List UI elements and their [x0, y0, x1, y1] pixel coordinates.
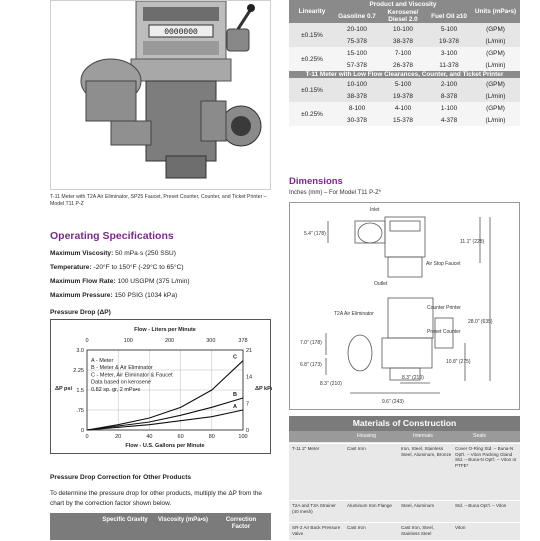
y2-tick-label: 21 [246, 348, 253, 354]
flow-range-table [289, 0, 520, 126]
table-cell: 4-100 [379, 102, 427, 114]
table-cell: (L/min) [471, 59, 520, 71]
table-cell: (GPM) [471, 47, 520, 59]
table-cell: (L/min) [471, 35, 520, 47]
dimension-drawing [289, 202, 520, 410]
y-axis-label: ΔP psi [55, 386, 72, 392]
x2-tick-label: 100 [123, 338, 133, 344]
header-units: Units (mPa•s) [471, 0, 520, 23]
legend-entry: A - Meter [91, 358, 114, 364]
header-fuel-oil: Fuel Oil ≥10 [427, 9, 471, 23]
table-cell: 4-378 [427, 114, 471, 126]
x-tick-label: 100 [238, 434, 248, 440]
label-inlet: Inlet [370, 207, 380, 213]
table-cell: 38-378 [379, 35, 427, 47]
table-cell: 8-378 [427, 90, 471, 102]
x2-tick-label: 300 [206, 338, 216, 344]
x-tick-label: 20 [115, 434, 122, 440]
legend-entry: 0.82 sp. gr, 2 mPa•s [91, 386, 141, 393]
materials-row [289, 522, 520, 541]
material-seals: Std. – Buna Opt'l. – Viton [455, 503, 507, 508]
header-internals: Internals [413, 433, 433, 439]
table-cell: 75-378 [335, 35, 379, 47]
header-seals: Seals [473, 433, 486, 439]
meter-illustration [51, 1, 271, 190]
material-internals: Steel, Aluminum [401, 503, 435, 508]
material-name: T-11 2" Meter [292, 446, 320, 451]
pressure-correction-text: To determine the pressure drop for other products, multiply the ΔP from the chart by the correction factor shown below. [50, 490, 262, 507]
dimensions-title: Dimensions [289, 176, 343, 187]
table-cell: ±0.25% [289, 47, 335, 71]
table-cell: 11-378 [427, 59, 471, 71]
material-seals: Viton [455, 525, 466, 530]
table-cell: 5-100 [379, 78, 427, 90]
material-seals: Cover O-Ring Std. – Buna-N Opt'l. – Viton Packing Gland Std. – Buna-N Opt'l. – Viton or PTFE* [455, 446, 517, 468]
label-preset-counter: Preset Counter [427, 329, 461, 335]
x-tick-label: 60 [177, 434, 184, 440]
table-cell: 20-100 [335, 23, 379, 35]
materials-title: Materials of Construction [289, 416, 520, 431]
pressure-drop-svg [51, 320, 272, 455]
label-air-stop-faucet: Air Stop Faucet [426, 261, 461, 267]
counter-digits: 0000000 [164, 28, 198, 37]
table-cell: 19-378 [427, 35, 471, 47]
operating-specs-title: Operating Specifications [50, 230, 174, 242]
y-tick-label: 2.25 [73, 368, 84, 374]
table-cell: (GPM) [471, 78, 520, 90]
material-housing: Cast Iron [347, 446, 366, 451]
x2-tick-label: 378 [238, 338, 248, 344]
pressure-drop-chart [50, 319, 271, 454]
header-product-viscosity: Product and Viscosity [335, 0, 471, 9]
dim-28-0: 28.0" (635) [468, 319, 493, 325]
spec-pressure: Maximum Pressure: 150 PSIG (1034 kPa) [50, 292, 178, 299]
x-axis-label: Flow - U.S. Gallons per Minute [125, 443, 205, 449]
x2-tick-label: 200 [164, 338, 175, 344]
curve-label-C: C [233, 354, 237, 361]
materials-table [289, 416, 520, 540]
correction-table-header [50, 513, 271, 540]
material-name: T2A and T3A Strainer (40 mesh) [292, 503, 336, 514]
y2-axis-label: ΔP kPa [255, 386, 272, 392]
legend-entry: B - Meter & Air Eliminator [91, 365, 153, 372]
y2-tick-label: 0 [246, 428, 250, 434]
pressure-correction-title: Pressure Drop Correction for Other Products [50, 474, 192, 481]
table-cell: (GPM) [471, 23, 520, 35]
dim-10-8: 10.8" (275) [446, 359, 471, 365]
material-housing: Cast Iron [347, 525, 366, 530]
dim-8-3: 8.3" (210) [402, 375, 424, 381]
chart-title: Flow - Liters per Minute [134, 327, 196, 333]
table-cell: 10-100 [335, 78, 379, 90]
header-specific-gravity: Specific Gravity [102, 517, 148, 523]
y-tick-label: 3.0 [76, 348, 84, 354]
header-gasoline: Gasoline 0.7 [335, 9, 379, 23]
x2-tick-label: 0 [85, 338, 89, 344]
materials-row [289, 443, 520, 501]
table-cell: 8-100 [335, 102, 379, 114]
table-cell: 3-100 [427, 47, 471, 59]
table-cell: 5-100 [427, 23, 471, 35]
y2-tick-label: 14 [246, 374, 253, 381]
table-cell: 19-378 [379, 90, 427, 102]
dim-7-0: 7.0" (178) [300, 340, 322, 346]
header-housing: Housing [357, 433, 377, 439]
y-tick-label: 1.5 [76, 388, 84, 394]
photo-caption: T-11 Meter with T2A Air Eliminator, SP25 Faucet, Preset Counter, Counter, and Ticket Printer – Model T11 P-Z [50, 194, 267, 207]
material-internals: Cast Iron, Steel, Stainless Steel [401, 525, 434, 536]
table-cell: 10-100 [379, 23, 427, 35]
x-tick-label: 0 [85, 434, 89, 440]
table-cell: 15-100 [335, 47, 379, 59]
low-flow-header: T-11 Meter with Low Flow Clearances, Counter, and Ticket Printer [289, 71, 520, 78]
dim-8-3b: 8.3" (210) [320, 381, 342, 387]
spec-temperature: Temperature: -20°F to 150°F (-29°C to 65°C) [50, 264, 184, 271]
y-tick-label: .75 [76, 408, 84, 414]
table-cell: ±0.15% [289, 23, 335, 47]
table-cell: ±0.25% [289, 102, 335, 126]
table-cell: ±0.15% [289, 78, 335, 102]
header-correction-factor: Correction Factor [225, 517, 257, 530]
header-kerosene: Kerosene/ Diesel 2.0 [379, 9, 427, 23]
table-cell: (L/min) [471, 90, 520, 102]
material-name: SR-2 Air Back Pressure Valve [292, 525, 341, 536]
y-tick-label: 0 [80, 428, 84, 434]
label-counter-printer: Counter Printer [427, 305, 461, 311]
dimensions-subtitle: Inches (mm) – For Model T11 P-Z* [289, 190, 382, 196]
x-tick-label: 80 [208, 434, 215, 440]
y2-tick-label: 7 [246, 401, 250, 408]
table-cell: 26-378 [379, 59, 427, 71]
legend-entry: Data based on kerosene [91, 379, 151, 386]
dim-6-8: 6.8" (173) [300, 362, 322, 368]
curve-label-B: B [233, 392, 237, 398]
header-linearity: Linearity [289, 0, 335, 23]
curve-label-A: A [233, 404, 237, 410]
materials-row [289, 500, 520, 523]
table-cell: 1-100 [427, 102, 471, 114]
legend-entry: C - Meter, Air Eliminator & Faucet [91, 372, 173, 379]
table-cell: 38-378 [335, 90, 379, 102]
meter-photo [50, 0, 271, 190]
table-cell: 7-100 [379, 47, 427, 59]
table-cell: 2-100 [427, 78, 471, 90]
table-cell: 30-378 [335, 114, 379, 126]
material-housing: Aluminum Iron Flange [347, 503, 392, 508]
x-tick-label: 40 [146, 434, 153, 440]
dim-9-6: 9.6" (243) [382, 399, 404, 405]
header-viscosity: Viscosity (mPa•s) [158, 517, 209, 523]
label-t2a: T2A Air Eliminator [334, 311, 374, 317]
table-cell: (GPM) [471, 102, 520, 114]
series-line-B [87, 398, 243, 430]
table-cell: 57-378 [335, 59, 379, 71]
pressure-drop-label: Pressure Drop (ΔP) [50, 309, 111, 316]
table-cell: (L/min) [471, 114, 520, 126]
dim-5-4: 5.4" (178) [304, 231, 326, 237]
material-internals: Iron, Steel, Stainless Steel, Aluminum, Bronze [401, 446, 452, 457]
label-outlet: Outlet [374, 281, 388, 287]
dim-11-1: 11.1" (228) [460, 239, 485, 245]
table-cell: 15-378 [379, 114, 427, 126]
spec-viscosity: Maximum Viscosity: 50 mPa·s (250 SSU) [50, 250, 176, 257]
dimension-drawing-svg [290, 203, 521, 411]
spec-flow-rate: Maximum Flow Rate: 100 USGPM (375 L/min) [50, 278, 190, 285]
